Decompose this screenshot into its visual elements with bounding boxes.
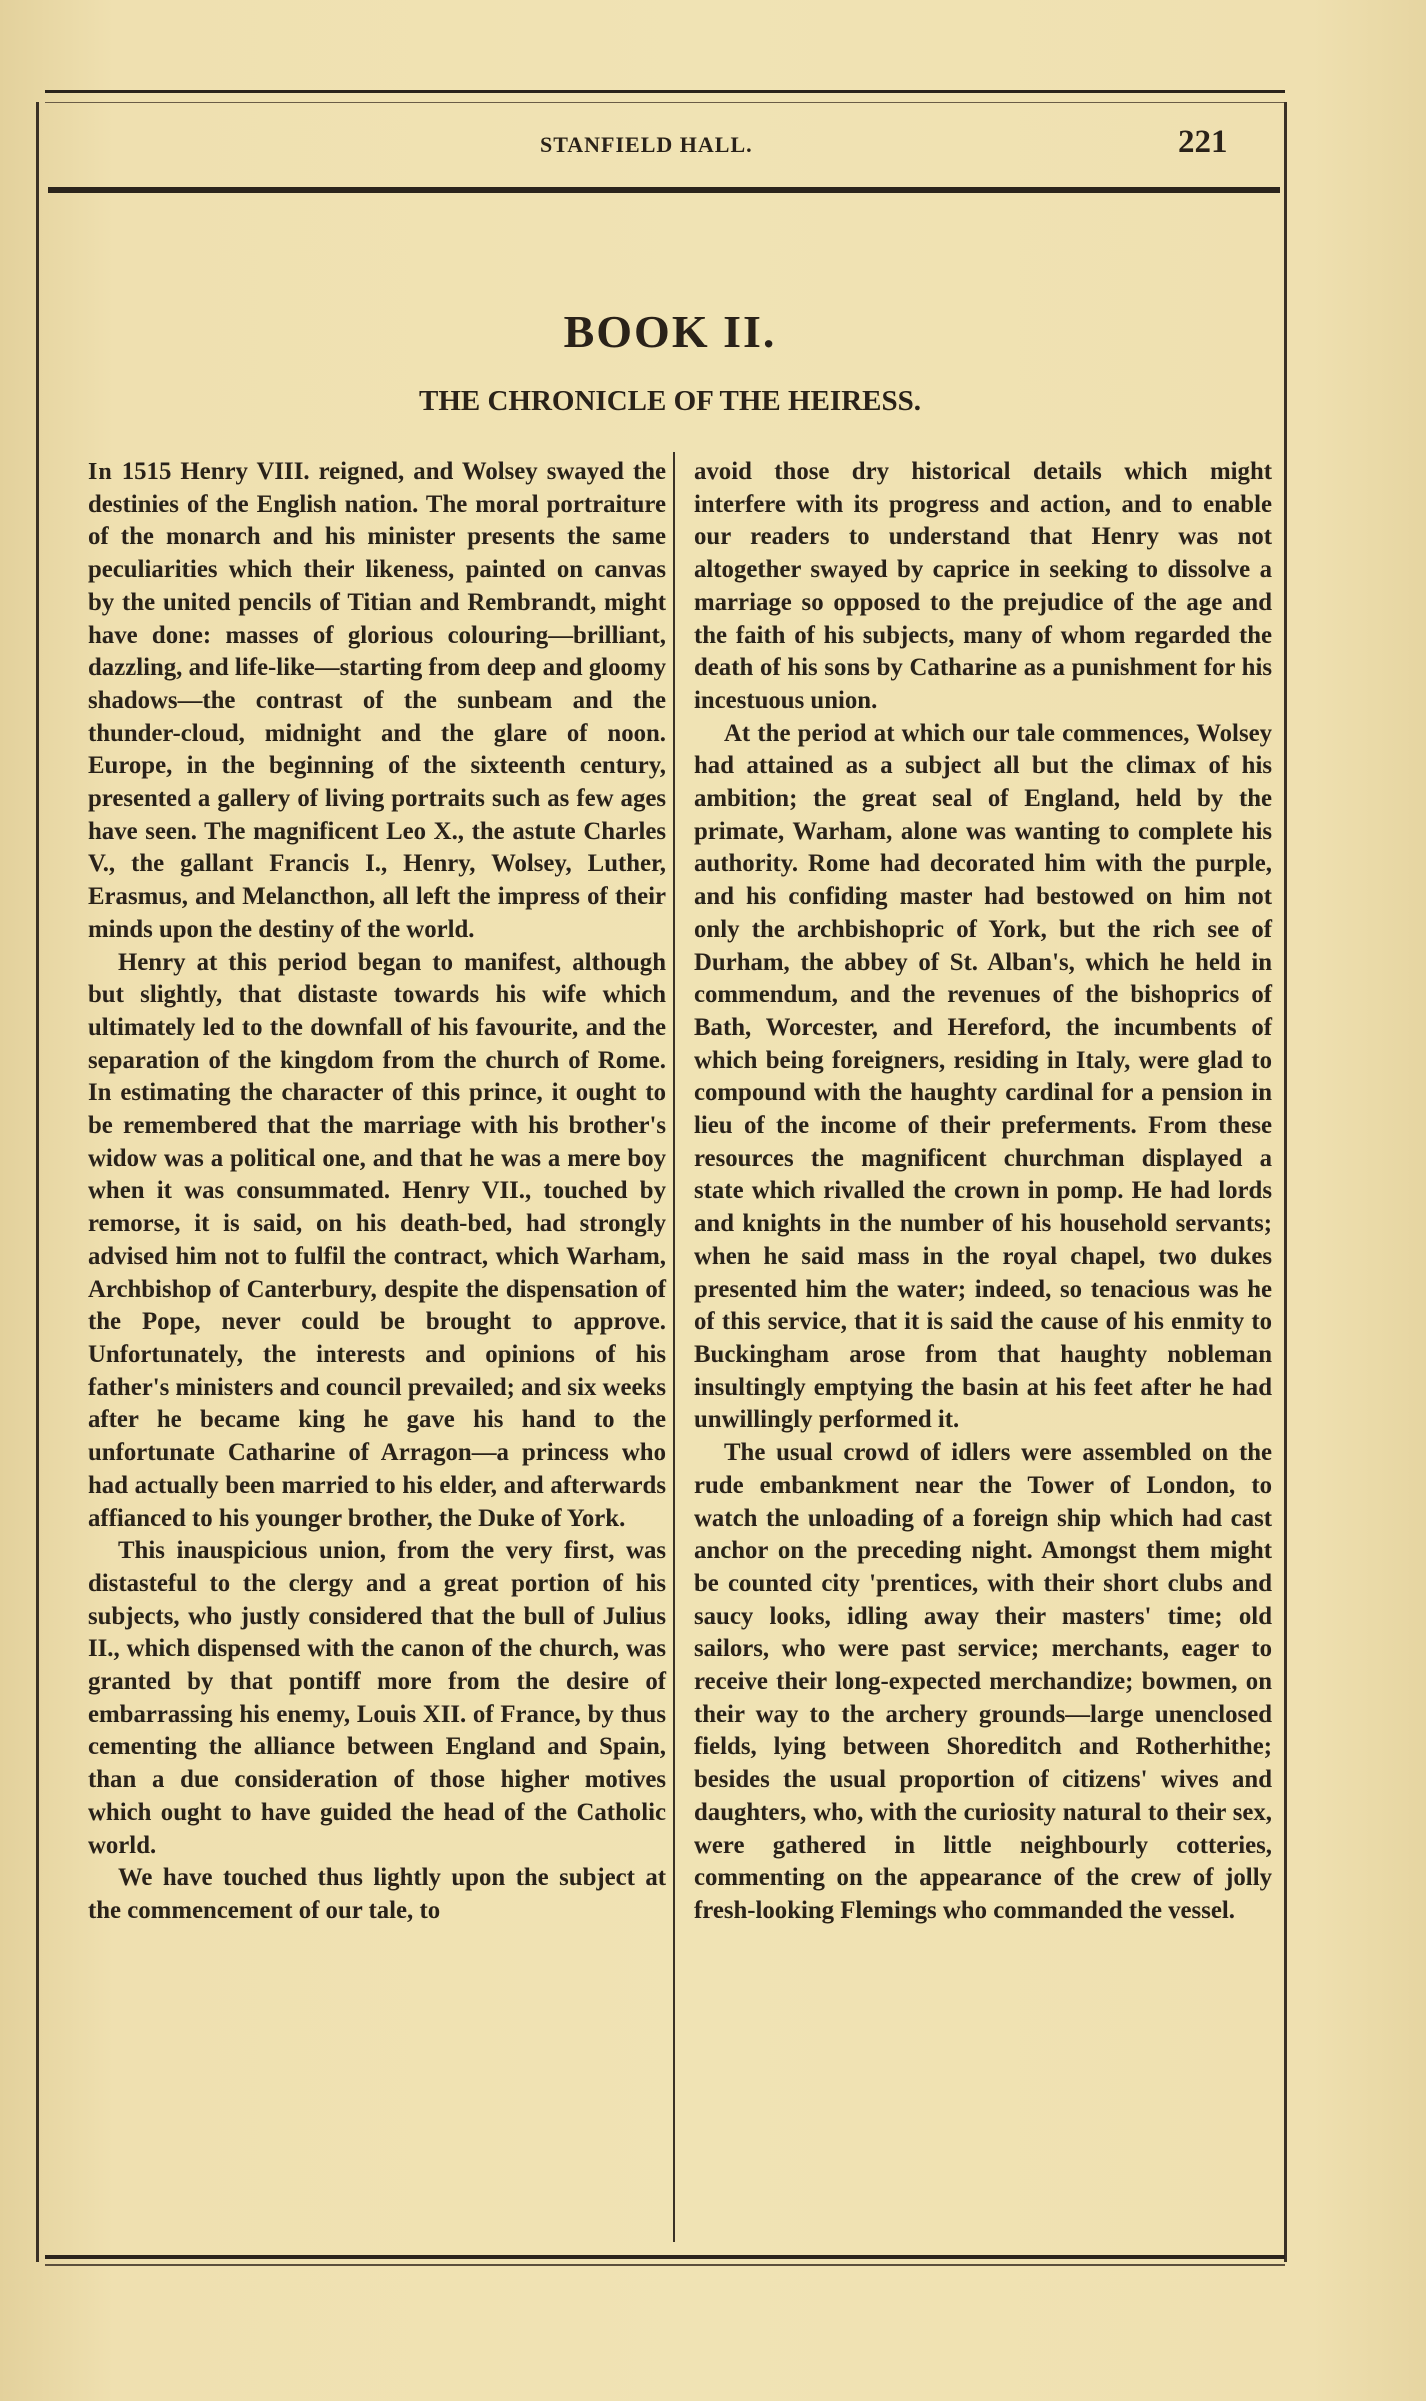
paragraph: Henry at this period began to manifest, although but slightly, that distaste towards his wife which ultimately led to the downfall of his favourite, and the separation of the kingdom from the church of Rome. In estimating the character of this prince, it ought to be remembered that the marriage with his brother's widow was a political one, and that he was a mere boy when it was consummated. Henry VII., touched by remorse, it is said, on his death-bed, had strongly advised him not to fulfil the contract, which Warham, Archbishop of Canterbury, despite the dispensation of the Pope, never could be brought to approve. Unfortunately, the interests and opinions of his father's ministers and council prevailed; and six weeks after he became king he gave his hand to the unfortunate Catharine of Arragon—a princess who had actually been married to his elder, and afterwards affianced to his younger brother, the Duke of York. — [88, 948, 666, 1532]
right-border — [1284, 102, 1287, 2262]
paragraph: The usual crowd of idlers were assembled on the rude embankment near the Tower of London, to watch the unloading of a foreign ship which had cast anchor on the preceding night. Amongst them might be counted city 'prentices, with their short clubs and saucy looks, idling away their masters' time; old sailors, who were past service; merchants, eager to receive their long-expected merchandize; bowmen, on their way to the archery grounds—large unenclosed fields, lying between Shoreditch and Rotherhithe; besides the usual proportion of citizens' wives and daughters, who, with the curiosity natural to their sex, were gathered in little neighbourly cotteries, commenting on the appearance of the crew of jolly fresh-looking Flemings who commanded the vessel. — [694, 1439, 1272, 1924]
paragraph: This inauspicious union, from the very first, was distasteful to the clergy and a great portion of his subjects, who justly considered that the bull of Julius II., which dispensed with the canon of the church, was granted by that pontiff more from the desire of embarrassing his enemy, Louis XII. of France, by thus cementing the alliance between England and Spain, than a due consideration of those higher motives which ought to have guided the head of the Catholic world. — [88, 1537, 666, 1859]
paragraph — [88, 456, 666, 947]
paragraph: avoid those dry historical details which might interfere with its progress and action, and to enable our readers to understand that Henry was not altogether swayed by caprice in seeking to dissolve a marriage so opposed to the prejudice of the age and the faith of his subjects, many of whom regarded the death of his sons by Catharine as a punishment for his incestuous union. — [694, 458, 1272, 714]
left-border — [36, 102, 39, 2262]
header-rule — [48, 187, 1280, 193]
bottom-rule — [45, 2255, 1285, 2259]
opening-word: In — [88, 459, 113, 485]
book-title: BOOK II. — [563, 306, 777, 357]
paragraph-text: 1515 Henry VIII. reigned, and Wolsey swayed the destinies of the English nation. The moral portraiture of the monarch and his minister presents the same peculiarities which their likeness, painted on canvas by the united pencils of Titian and Rembrandt, might have done: masses of glorious colouring—brilliant, dazzling, and life-like—starting from deep and gloomy shadows—the contrast of the sunbeam and the thunder-cloud, midnight and the glare of noon. Europe, in the beginning of the sixteenth century, presented a gallery of living portraits such as few ages have seen. The magnificent Leo X., the astute Charles V., the gallant Francis I., Henry, Wolsey, Luther, Erasmus, and Melancthon, all left the impress of their minds upon the destiny of the world. — [88, 458, 666, 943]
left-column — [88, 456, 666, 1928]
column-divider — [673, 452, 675, 2242]
page-number: 221 — [1178, 124, 1228, 160]
book-subtitle: THE CHRONICLE OF THE HEIRESS. — [419, 385, 921, 417]
bottom-rule-inner — [45, 2264, 1285, 2266]
top-rule-inner — [45, 102, 1285, 103]
paragraph: We have touched thus lightly upon the subject at the commencement of our tale, to — [88, 1864, 666, 1924]
right-column — [694, 456, 1272, 1928]
paragraph: At the period at which our tale commences, Wolsey had attained as a subject all but the climax of his ambition; the great seal of England, held by the primate, Warham, alone was wanting to complete his authority. Rome had decorated him with the purple, and his confiding master had bestowed on him not only the archbishopric of York, but the rich see of Durham, the abbey of St. Alban's, which he held in commendum, and the revenues of the bishoprics of Bath, Worcester, and Hereford, the incumbents of which being foreigners, residing in Italy, were glad to compound with the haughty cardinal for a pension in lieu of the income of their preferments. From these resources the magnificent churchman displayed a state which rivalled the crown in pomp. He had lords and knights in the number of his household servants; when he said mass in the royal chapel, two dukes presented him the water; indeed, so tenacious was he of this service, that it is said the cause of his enmity to Buckingham arose from that haughty nobleman insultingly emptying the basin at his feet after he had unwillingly performed it. — [694, 719, 1272, 1434]
running-head: STANFIELD HALL. — [540, 132, 753, 157]
top-rule — [45, 90, 1285, 93]
